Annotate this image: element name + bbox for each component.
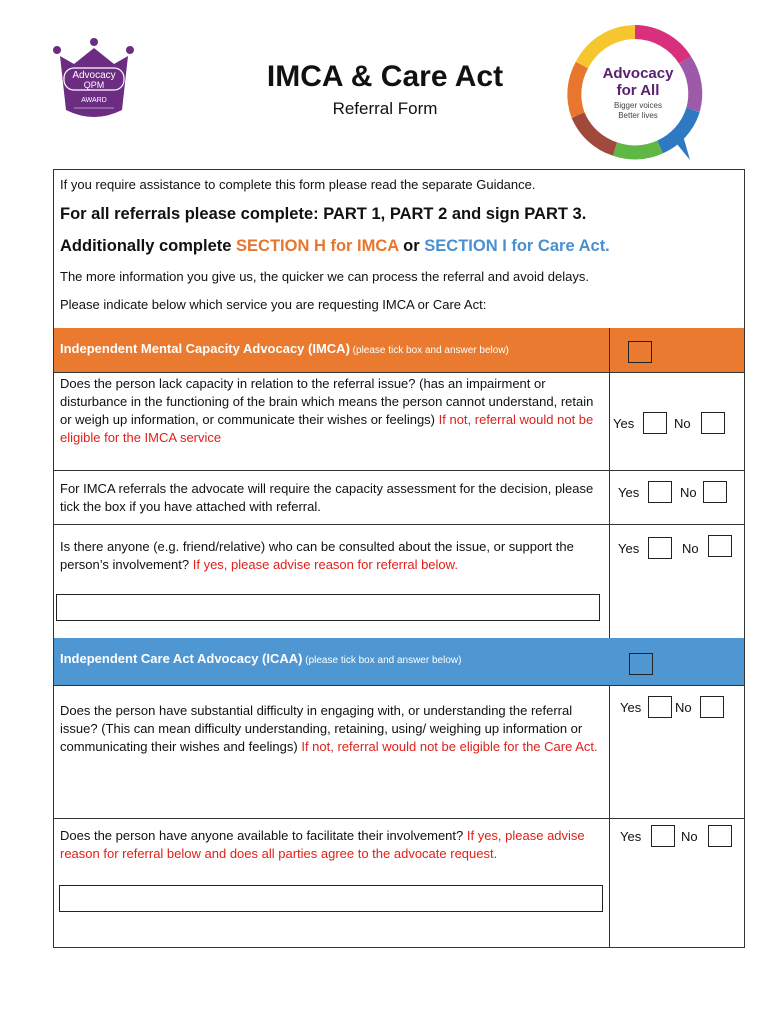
imca-service-checkbox[interactable] xyxy=(628,341,652,363)
imca-heading-note: (please tick box and answer below) xyxy=(349,345,509,356)
indicate-service-text: Please indicate below which service you are requesting IMCA or Care Act: xyxy=(60,297,487,312)
icaa-question-facilitate xyxy=(60,827,605,863)
qpm-logo-line2: QPM xyxy=(83,80,105,90)
imca-q3-no-checkbox[interactable] xyxy=(708,535,732,557)
additionally-prefix: Additionally complete xyxy=(60,237,237,255)
imca-q3-warning: If yes, please advise reason for referral below. xyxy=(189,557,458,572)
afa-logo-line2: for All xyxy=(616,82,660,99)
afa-logo-tag1: Bigger voices xyxy=(613,101,663,110)
icaa-reason-input[interactable] xyxy=(59,885,603,912)
advocacy-for-all-logo xyxy=(560,20,710,170)
icaa-q2-yes-checkbox[interactable] xyxy=(651,825,675,847)
or-text: or xyxy=(398,237,425,255)
imca-q2-no-checkbox[interactable] xyxy=(703,481,727,503)
icaa-heading xyxy=(60,651,461,666)
row-divider xyxy=(54,685,744,686)
imca-q2-yes-label: Yes xyxy=(618,485,640,500)
row-divider xyxy=(54,372,744,373)
afa-logo-line1: Advocacy xyxy=(602,65,674,82)
icaa-q2-text: Does the person have anyone available to facilitate their involvement? xyxy=(60,828,464,843)
imca-q1-text: Does the person lack capacity in relation to the referral issue? (has an impairment or disturbance in the functioning of the brain which means the person cannot understand, retain or weigh up information, or communicate their wishes or feelings) xyxy=(60,376,594,427)
qpm-logo-line3: AWARD xyxy=(81,97,107,104)
row-divider xyxy=(54,470,744,471)
icaa-q1-yes-checkbox[interactable] xyxy=(648,696,672,718)
imca-q2-no-label: No xyxy=(680,485,697,500)
imca-heading-text: Independent Mental Capacity Advocacy (IMCA) xyxy=(60,341,350,356)
icaa-heading-text: Independent Care Act Advocacy (ICAA) xyxy=(60,651,303,666)
guidance-text: If you require assistance to complete this form please read the separate Guidance. xyxy=(60,177,536,192)
imca-q1-no-label: No xyxy=(674,416,691,431)
icaa-q1-no-label: No xyxy=(675,700,692,715)
icaa-q2-no-checkbox[interactable] xyxy=(708,825,732,847)
imca-reason-input[interactable] xyxy=(56,594,600,621)
row-divider xyxy=(54,818,744,819)
additional-instruction xyxy=(60,237,610,256)
section-h-link-text: SECTION H for IMCA xyxy=(236,237,399,255)
icaa-q1-warning: If not, referral would not be eligible for the Care Act. xyxy=(297,739,598,754)
imca-q3-yes-label: Yes xyxy=(618,541,640,556)
imca-question-capacity xyxy=(60,375,605,447)
imca-q1-yes-label: Yes xyxy=(613,416,635,431)
qpm-logo-line1: Advocacy xyxy=(72,70,116,81)
column-divider xyxy=(609,328,610,638)
icaa-heading-note: (please tick box and answer below) xyxy=(302,655,462,666)
more-info-text: The more information you give us, the quicker we can process the referral and avoid delays. xyxy=(60,269,589,284)
icaa-q1-text: Does the person have substantial difficulty in engaging with, or understanding the referral issue? (This can mean difficulty understanding, retaining, using/ weighing up information or communicating their wishes and feelings) xyxy=(60,703,583,754)
page-subtitle: Referral Form xyxy=(332,99,438,118)
section-i-link-text: SECTION I for Care Act. xyxy=(424,237,610,255)
imca-question-consulted xyxy=(60,538,605,574)
imca-q1-warning: If not, referral would not be eligible for the IMCA service xyxy=(60,412,594,445)
icaa-q1-no-checkbox[interactable] xyxy=(700,696,724,718)
imca-heading xyxy=(60,341,509,356)
imca-q1-no-checkbox[interactable] xyxy=(701,412,725,434)
icaa-q1-yes-label: Yes xyxy=(620,700,642,715)
imca-q3-text: Is there anyone (e.g. friend/relative) who can be consulted about the issue, or support the person’s involvement? xyxy=(60,539,574,572)
page-title: IMCA & Care Act xyxy=(266,60,504,93)
imca-q1-yes-checkbox[interactable] xyxy=(643,412,667,434)
row-divider xyxy=(54,524,744,525)
imca-q3-no-label: No xyxy=(682,541,699,556)
icaa-service-checkbox[interactable] xyxy=(629,653,653,675)
imca-q2-yes-checkbox[interactable] xyxy=(648,481,672,503)
icaa-q2-no-label: No xyxy=(681,829,698,844)
icaa-q2-yes-label: Yes xyxy=(620,829,642,844)
imca-q3-yes-checkbox[interactable] xyxy=(648,537,672,559)
icaa-q2-warning: If yes, please advise reason for referral below and does all parties agree to the advocate request. xyxy=(60,828,585,861)
all-referrals-instruction: For all referrals please complete: PART 1, PART 2 and sign PART 3. xyxy=(60,205,587,223)
afa-logo-tag2: Better lives xyxy=(618,111,658,120)
imca-question-assessment: For IMCA referrals the advocate will require the capacity assessment for the decision, please tick the box if you have attached with referral. xyxy=(60,481,594,514)
icaa-question-difficulty xyxy=(60,702,605,756)
